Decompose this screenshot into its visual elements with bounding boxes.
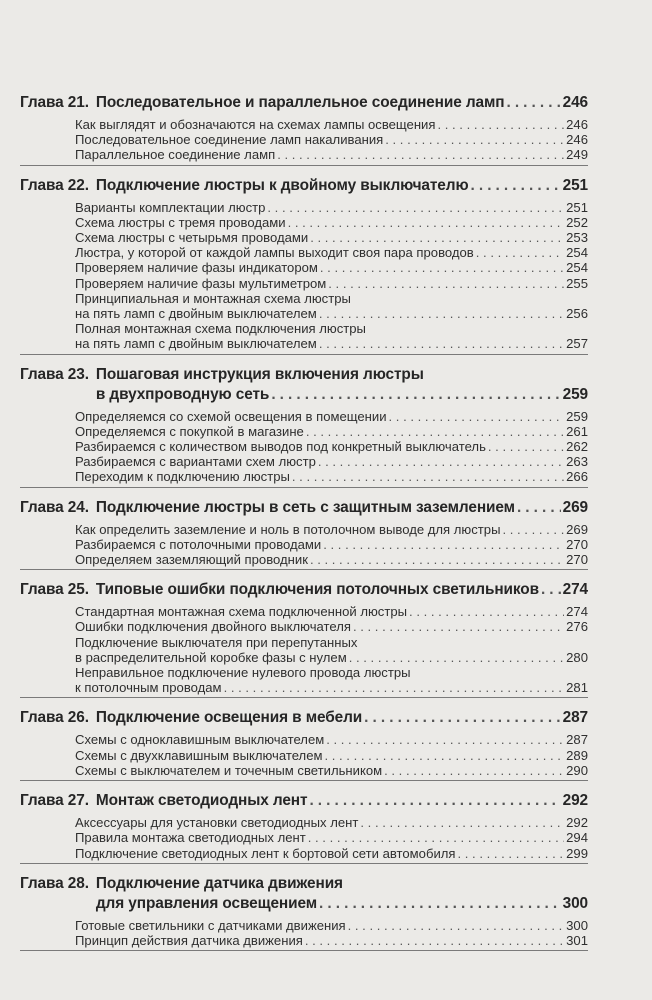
section-title (75, 439, 588, 454)
section-title-line (75, 552, 588, 567)
section-list (20, 522, 588, 570)
section-page-number: 253 (566, 230, 588, 246)
dot-leader (476, 245, 564, 260)
dot-leader (364, 708, 560, 728)
chapter-number: Глава 26. (20, 709, 89, 727)
toc-entry (20, 604, 588, 619)
chapter-number: Глава 28. (20, 874, 89, 892)
chapter-title (96, 791, 588, 811)
section-title (75, 552, 588, 567)
toc-entry (20, 846, 588, 861)
chapter-page-number: 259 (562, 385, 588, 403)
dot-leader (309, 791, 560, 811)
chapter-heading (20, 791, 588, 815)
toc-entry (20, 147, 588, 162)
dot-leader (517, 498, 561, 518)
chapter-heading (20, 708, 588, 732)
dot-leader (385, 132, 564, 147)
section-title-text: Проверяем наличие фазы индикатором (75, 260, 318, 276)
toc-entry (20, 933, 588, 948)
toc-chapter (20, 580, 588, 698)
section-title-text: Схема люстры с четырьмя проводами (75, 230, 309, 246)
section-title (75, 918, 588, 933)
section-list (20, 409, 588, 487)
section-title-line (75, 604, 588, 619)
section-title (75, 454, 588, 469)
chapter-page-number: 269 (562, 498, 588, 516)
section-page-number: 246 (566, 117, 588, 132)
section-title-line (75, 132, 588, 147)
section-title-text: Схема люстры с тремя проводами (75, 214, 286, 230)
section-title-line (75, 306, 588, 321)
section-title-line (75, 260, 588, 275)
section-title (75, 619, 588, 634)
section-title-text: Ошибки подключения двойного выключателя (75, 619, 351, 635)
toc-chapter (20, 791, 588, 864)
toc-entry (20, 732, 588, 747)
section-title-line (75, 439, 588, 454)
section-page-number: 255 (566, 275, 588, 291)
toc-chapter (20, 365, 588, 488)
section-title-line (75, 748, 588, 763)
chapter-title-text: Типовые ошибки подключения потолочных светильников (95, 581, 539, 599)
chapter-title-line (96, 365, 588, 385)
chapter-title-line (96, 894, 588, 914)
section-page-number: 292 (566, 815, 588, 831)
chapter-title-text: Пошаговая инструкция включения люстры (95, 365, 424, 383)
section-title-text: Определяемся со схемой освещения в помещении (75, 408, 387, 424)
section-page-number: 299 (566, 845, 588, 861)
chapter-page-number: 251 (562, 176, 588, 194)
toc-entry (20, 117, 588, 132)
section-list (20, 604, 588, 697)
section-title-line (75, 918, 588, 933)
section-title-line (75, 933, 588, 948)
section-page-number: 280 (566, 649, 588, 665)
section-title-line (75, 321, 588, 336)
section-page-number: 254 (566, 260, 588, 276)
section-title-text: к потолочным проводам (75, 680, 222, 696)
dot-leader (502, 522, 564, 537)
section-title-text: Как определить заземление и ноль в потолочном выводе для люстры (75, 521, 501, 537)
toc-chapter (20, 708, 588, 781)
section-page-number: 256 (566, 306, 588, 322)
section-page-number: 261 (566, 423, 588, 439)
section-title (75, 321, 588, 351)
toc-chapter (20, 874, 588, 951)
dot-leader (348, 918, 565, 933)
section-title (75, 763, 588, 778)
section-title (75, 469, 588, 484)
section-title-line (75, 635, 588, 650)
section-title (75, 260, 588, 275)
toc-entry (20, 215, 588, 230)
section-list (20, 815, 588, 863)
chapter-title-text: Подключение люстры к двойному выключателю (95, 176, 469, 194)
section-page-number: 269 (566, 521, 588, 537)
section-title-text: Разбираемся с вариантами схем люстр (75, 454, 316, 470)
chapter-title (96, 365, 588, 405)
section-title (75, 200, 588, 215)
dot-leader (267, 200, 564, 215)
section-title (75, 409, 588, 424)
section-title-line (75, 276, 588, 291)
section-title-line (75, 732, 588, 747)
section-title-text: Схемы с выключателем и точечным светильником (75, 762, 383, 778)
chapter-title-line (96, 498, 588, 518)
toc-entry (20, 665, 588, 695)
dot-leader (319, 306, 564, 321)
toc-entry (20, 619, 588, 634)
toc-entry (20, 200, 588, 215)
toc-entry (20, 469, 588, 484)
dot-leader (288, 215, 565, 230)
chapter-page-number: 246 (562, 94, 588, 111)
chapter-title (96, 874, 588, 914)
section-title-line (75, 846, 588, 861)
section-title-text: Определяемся с покупкой в магазине (75, 423, 304, 439)
section-title-line (75, 230, 588, 245)
section-title (75, 537, 588, 552)
section-page-number: 259 (566, 408, 588, 424)
section-title (75, 117, 588, 132)
section-title-text: Стандартная монтажная схема подключенной люстры (75, 604, 408, 620)
dot-leader (324, 748, 564, 763)
section-title (75, 604, 588, 619)
section-title (75, 846, 588, 861)
chapter-title-text: для управления освещением (95, 894, 318, 912)
dot-leader (271, 385, 560, 405)
section-page-number: 246 (566, 132, 588, 148)
dot-leader (353, 619, 564, 634)
section-title-line (75, 215, 588, 230)
section-title-text: Переходим к подключению люстры (75, 469, 290, 485)
chapter-title-text: Монтаж светодиодных лент (95, 792, 308, 810)
section-title-line (75, 665, 588, 680)
section-title (75, 830, 588, 845)
chapter-number: Глава 27. (20, 792, 89, 810)
chapter-title-line (96, 708, 588, 728)
dot-leader (437, 117, 564, 132)
dot-leader (328, 276, 564, 291)
chapter-heading (20, 498, 588, 522)
section-title-text: Определяем заземляющий проводник (75, 552, 308, 568)
section-title-text: на пять ламп с двойным выключателем (75, 306, 317, 322)
section-page-number: 254 (566, 245, 588, 261)
toc-entry (20, 763, 588, 778)
dot-leader (458, 846, 565, 861)
toc-entry (20, 245, 588, 260)
dot-leader (349, 650, 564, 665)
chapter-heading (20, 176, 588, 200)
dot-leader (384, 763, 564, 778)
section-title-line (75, 763, 588, 778)
chapter-number: Глава 22. (20, 176, 89, 194)
chapter-title (96, 498, 588, 518)
section-title (75, 276, 588, 291)
section-title-line (75, 537, 588, 552)
section-title-line (75, 336, 588, 351)
section-title (75, 748, 588, 763)
dot-leader (318, 454, 564, 469)
chapter-page-number: 300 (562, 894, 588, 912)
toc-entry (20, 230, 588, 245)
dot-leader (320, 260, 564, 275)
toc-entry (20, 635, 588, 665)
section-page-number: 290 (566, 762, 588, 778)
section-page-number: 276 (566, 619, 588, 635)
toc-entry (20, 276, 588, 291)
section-title-text: на пять ламп с двойным выключателем (75, 336, 317, 352)
section-page-number: 270 (566, 536, 588, 552)
section-page-number: 249 (566, 147, 588, 163)
section-title-line (75, 454, 588, 469)
chapter-title (96, 708, 588, 728)
chapter-heading (20, 580, 588, 604)
section-title (75, 230, 588, 245)
dot-leader (506, 93, 560, 113)
section-title (75, 424, 588, 439)
section-title (75, 245, 588, 260)
section-page-number: 257 (566, 336, 588, 352)
chapter-title-text: Подключение освещения в мебели (95, 709, 363, 727)
section-page-number: 300 (566, 917, 588, 933)
section-list (20, 200, 588, 354)
section-title-line (75, 245, 588, 260)
section-title-line (75, 830, 588, 845)
section-title-line (75, 680, 588, 695)
toc-entry (20, 454, 588, 469)
section-list (20, 732, 588, 780)
toc-entry (20, 260, 588, 275)
chapter-title-line (96, 874, 588, 894)
section-page-number: 281 (566, 680, 588, 696)
dot-leader (409, 604, 564, 619)
chapter-title-line (96, 176, 588, 196)
section-title (75, 665, 588, 695)
section-title-text: Принцип действия датчика движения (75, 932, 303, 948)
toc-chapter (20, 176, 588, 355)
chapter-number: Глава 23. (20, 365, 89, 383)
dot-leader (319, 336, 564, 351)
section-page-number: 289 (566, 747, 588, 763)
section-title-text: Подключение светодиодных лент к бортовой сети автомобиля (75, 845, 456, 861)
section-title-text: Полная монтажная схема подключения люстры (75, 321, 366, 337)
dot-leader (389, 409, 565, 424)
section-title-text: Последовательное соединение ламп накаливания (75, 132, 384, 148)
dot-leader (326, 732, 564, 747)
section-title-text: Готовые светильники с датчиками движения (75, 917, 346, 933)
section-page-number: 301 (566, 932, 588, 948)
chapter-heading (20, 93, 588, 117)
section-title-line (75, 424, 588, 439)
section-title-text: Правила монтажа светодиодных лент (75, 830, 306, 846)
section-title (75, 732, 588, 747)
dot-leader (306, 424, 564, 439)
chapter-number: Глава 25. (20, 581, 89, 599)
section-title-text: в распределительной коробке фазы с нулем (75, 649, 347, 665)
dot-leader (319, 894, 561, 914)
chapter-title-text: Последовательное и параллельное соединение ламп (95, 94, 505, 111)
section-page-number: 287 (566, 732, 588, 748)
toc-entry (20, 424, 588, 439)
section-title-line (75, 147, 588, 162)
chapter-title (96, 580, 588, 600)
section-list (20, 117, 588, 165)
toc-entry (20, 321, 588, 351)
chapter-number: Глава 24. (20, 498, 89, 516)
section-page-number: 294 (566, 830, 588, 846)
dot-leader (308, 830, 564, 845)
toc-entry (20, 537, 588, 552)
toc-entry (20, 132, 588, 147)
section-title (75, 215, 588, 230)
chapter-heading (20, 874, 588, 918)
dot-leader (277, 147, 564, 162)
section-page-number: 266 (566, 469, 588, 485)
section-title-text: Варианты комплектации люстр (75, 199, 266, 215)
section-title-line (75, 200, 588, 215)
section-title-text: Аксессуары для установки светодиодных лент (75, 815, 359, 831)
dot-leader (292, 469, 564, 484)
section-title-line (75, 409, 588, 424)
chapter-title-line (96, 791, 588, 811)
dot-leader (541, 580, 561, 600)
toc-entry (20, 409, 588, 424)
section-title-text: Проверяем наличие фазы мультиметром (75, 275, 327, 291)
section-title-text: Схемы с одноклавишным выключателем (75, 732, 325, 748)
chapter-title-line (96, 385, 588, 405)
section-title-line (75, 815, 588, 830)
section-title (75, 291, 588, 321)
dot-leader (360, 815, 564, 830)
chapter-title (96, 176, 588, 196)
dot-leader (305, 933, 564, 948)
chapter-number: Глава 21. (20, 94, 89, 111)
table-of-contents (20, 93, 588, 951)
section-page-number: 251 (566, 199, 588, 215)
toc-chapter (20, 93, 588, 166)
chapter-title-text: Подключение люстры в сеть с защитным заземлением (95, 498, 515, 516)
chapter-heading (20, 365, 588, 409)
section-title-line (75, 291, 588, 306)
dot-leader (310, 230, 564, 245)
chapter-title (96, 93, 588, 113)
section-title-text: Как выглядят и обозначаются на схемах лампы освещения (75, 117, 436, 132)
toc-entry (20, 815, 588, 830)
chapter-title-line (96, 580, 588, 600)
section-title-text: Подключение выключателя при перепутанных (75, 634, 358, 650)
dot-leader (488, 439, 564, 454)
dot-leader (224, 680, 565, 695)
chapter-title-text: Подключение датчика движения (95, 874, 343, 892)
chapter-page-number: 274 (562, 581, 588, 599)
chapter-title-text: в двухпроводную сеть (95, 385, 270, 403)
section-title-line (75, 522, 588, 537)
toc-entry (20, 748, 588, 763)
chapter-page-number: 287 (562, 709, 588, 727)
chapter-page-number: 292 (562, 792, 588, 810)
chapter-title-line (96, 93, 588, 113)
section-title-text: Разбираемся с количеством выводов под конкретный выключатель (75, 439, 486, 455)
dot-leader (323, 537, 564, 552)
section-page-number: 270 (566, 552, 588, 568)
section-title-text: Люстра, у которой от каждой лампы выходит своя пара проводов (75, 245, 474, 261)
section-title-text: Параллельное соединение ламп (75, 147, 276, 163)
toc-entry (20, 439, 588, 454)
dot-leader (310, 552, 564, 567)
section-page-number: 263 (566, 454, 588, 470)
toc-entry (20, 291, 588, 321)
section-title-text: Неправильное подключение нулевого провода люстры (75, 665, 411, 681)
toc-entry (20, 918, 588, 933)
section-list (20, 918, 588, 950)
section-page-number: 262 (566, 439, 588, 455)
section-title-line (75, 650, 588, 665)
section-title-text: Схемы с двухклавишным выключателем (75, 747, 323, 763)
dot-leader (471, 176, 561, 196)
section-title-line (75, 117, 588, 132)
section-title (75, 933, 588, 948)
section-page-number: 274 (566, 604, 588, 620)
section-title-line (75, 469, 588, 484)
section-title-text: Принципиальная и монтажная схема люстры (75, 290, 351, 306)
toc-entry (20, 522, 588, 537)
section-title (75, 522, 588, 537)
toc-entry (20, 830, 588, 845)
section-title-line (75, 619, 588, 634)
section-title (75, 815, 588, 830)
section-title (75, 147, 588, 162)
section-title (75, 132, 588, 147)
toc-chapter (20, 498, 588, 571)
toc-entry (20, 552, 588, 567)
section-title (75, 635, 588, 665)
section-page-number: 252 (566, 214, 588, 230)
section-title-text: Разбираемся с потолочными проводами (75, 536, 322, 552)
